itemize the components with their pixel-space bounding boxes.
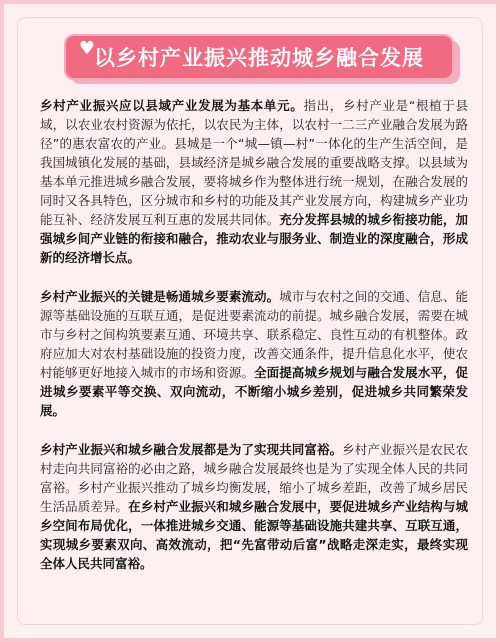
paragraph-1 (40, 96, 468, 267)
paragraph-1-tail: 充分发挥县城的城乡衔接功能，加强城乡间产业链的衔接和融合，推动农业与服务业、制造业的深度融合，形成新的经济增长点。 (40, 212, 468, 265)
paragraph-3-lead: 乡村产业振兴和城乡融合发展都是为了实现共同富裕。 (40, 442, 343, 457)
paragraph-2-lead: 乡村产业振兴的关键是畅通城乡要素流动。 (40, 289, 280, 304)
paragraph-3-tail: 在乡村产业振兴和城乡融合发展中，要促进城乡产业结构与城乡空间布局优化，一体推进城乡交通、能源等基础设施共建共享、互联互通，实现城乡要素双向、高效流动，把“先富带动后富”战略走深走实，最终实现全体人民共同富裕。 (40, 499, 468, 571)
paragraph-3 (40, 440, 468, 573)
paragraph-2 (40, 287, 468, 420)
article-body (40, 96, 468, 593)
paragraph-2-body: 城市与农村之间的交通、信息、能源等基础设施的互联互通，是促进要素流动的前提。城乡融合发展，需要在城市与乡村之间构筑要素互通、环境共享、联系稳定、良性互动的有机整体。政府应加大对农村基础设施的投资力度，改善交通条件，提升信息化水平，使农村能够更好地接入城市的市场和资源。 (40, 289, 468, 380)
page-title: 以乡村产业振兴推动城乡融合发展 (94, 46, 424, 70)
heart-icon: ♥ (78, 38, 96, 59)
paragraph-2-tail: 全面提高城乡规划与融合发展水平，促进城乡要素平等交换、双向流动，不断缩小城乡差别，促进城乡共同繁荣发展。 (40, 365, 468, 418)
title-banner (64, 34, 454, 80)
paragraph-1-body: 指出，乡村产业是“根植于县域，以农业农村资源为依托，以农民为主体，以农村一二三产业融合发展为路径”的惠农富农的产业。县城是一个“城—镇—村”一体化的生产生活空间，是我国城镇化发展的基础，县域经济是城乡融合发展的重要战略支撑。以县域为基本单元推进城乡融合发展，要将城乡作为整体进行统一规划，在融合发展的同时又各具特色，区分城市和乡村的功能及其产业发展方向，构建城乡产业功能互补、经济发展互利互惠的发展共同体。 (40, 98, 468, 227)
paragraph-3-body: 乡村产业振兴是农民农村走向共同富裕的必由之路，城乡融合发展最终也是为了实现全体人民的共同富裕。乡村产业振兴推动了城乡均衡发展，缩小了城乡差距，改善了城乡居民生活品质差异。 (40, 442, 468, 514)
title-banner-box (64, 34, 454, 80)
paragraph-1-lead: 乡村产业振兴应以县域产业发展为基本单元。 (40, 98, 304, 113)
